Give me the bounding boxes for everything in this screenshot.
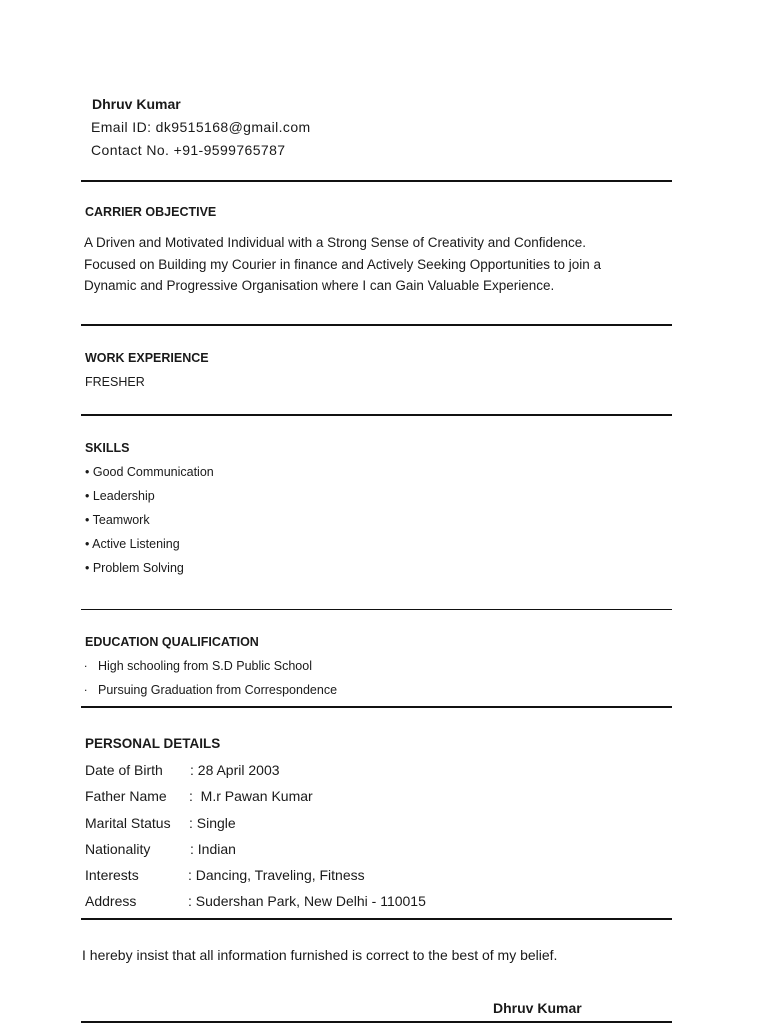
divider: [81, 1021, 672, 1023]
objective-line: Dynamic and Progressive Organisation where I can Gain Valuable Experience.: [84, 278, 555, 293]
contact-line: Contact No. +91-9599765787: [91, 142, 286, 158]
skills-heading: SKILLS: [85, 441, 130, 455]
skill-item: • Leadership: [85, 489, 155, 503]
education-bullet: .: [84, 656, 88, 670]
education-heading: EDUCATION QUALIFICATION: [85, 635, 259, 649]
personal-heading: PERSONAL DETAILS: [85, 736, 221, 751]
personal-label: Interests: [85, 867, 139, 883]
education-item: High schooling from S.D Public School: [98, 659, 312, 673]
personal-label: Nationality: [85, 841, 151, 857]
skill-item: • Active Listening: [85, 537, 180, 551]
personal-value: : Indian: [190, 841, 236, 857]
work-value: FRESHER: [85, 375, 145, 389]
divider: [81, 706, 672, 708]
personal-label: Address: [85, 893, 137, 909]
personal-label: Marital Status: [85, 815, 171, 831]
declaration-text: I hereby insist that all information furnished is correct to the best of my belief.: [82, 947, 558, 963]
objective-text: [84, 232, 601, 297]
divider: [81, 918, 672, 920]
skill-item: • Good Communication: [85, 465, 214, 479]
education-bullet: .: [84, 680, 88, 694]
divider: [81, 609, 672, 610]
skill-item: • Problem Solving: [85, 561, 184, 575]
education-item: Pursuing Graduation from Correspondence: [98, 683, 338, 697]
objective-line: A Driven and Motivated Individual with a Strong Sense of Creativity and Confidence.: [84, 235, 587, 250]
personal-label: Date of Birth: [85, 762, 163, 778]
objective-heading: CARRIER OBJECTIVE: [85, 205, 217, 219]
work-heading: WORK EXPERIENCE: [85, 351, 209, 365]
personal-value: : Dancing, Traveling, Fitness: [188, 867, 365, 883]
personal-value: : 28 April 2003: [190, 762, 280, 778]
personal-label: Father Name: [85, 788, 167, 804]
divider: [81, 324, 672, 326]
divider: [81, 180, 672, 182]
skill-item: • Teamwork: [85, 513, 150, 527]
email-line: Email ID: dk9515168@gmail.com: [91, 119, 311, 135]
signature-name: Dhruv Kumar: [493, 1000, 582, 1016]
personal-value: : Sudershan Park, New Delhi - 110015: [188, 893, 426, 909]
objective-line: Focused on Building my Courier in finance and Actively Seeking Opportunities to join a: [84, 256, 602, 272]
personal-value: : M.r Pawan Kumar: [189, 788, 313, 804]
personal-value: : Single: [189, 815, 236, 831]
candidate-name: Dhruv Kumar: [92, 96, 181, 112]
divider: [81, 414, 672, 416]
